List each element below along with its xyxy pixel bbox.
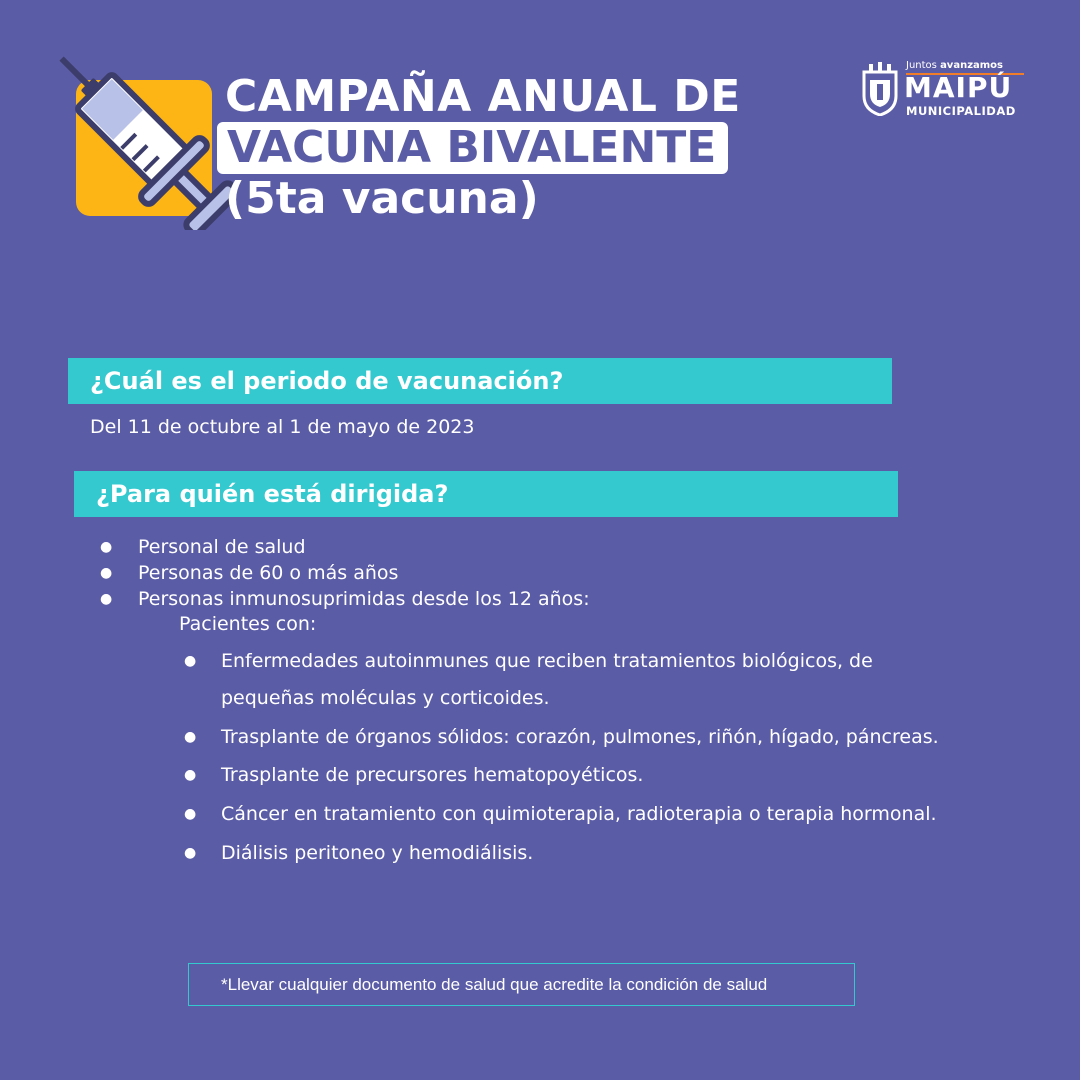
logo-subtitle: MUNICIPALIDAD bbox=[906, 104, 1016, 118]
logo-tagline: Juntos avanzamos bbox=[906, 60, 1004, 71]
target-heading: ¿Para quién está dirigida? bbox=[74, 471, 898, 517]
title-line-1: CAMPAÑA ANUAL DE bbox=[225, 71, 741, 122]
bullet-icon: ● bbox=[184, 845, 197, 861]
syringe-icon bbox=[58, 54, 233, 230]
bullet-icon: ● bbox=[184, 653, 197, 669]
bullet-icon: ● bbox=[184, 729, 197, 745]
campaign-title bbox=[225, 72, 741, 224]
bullet-icon: ● bbox=[100, 565, 113, 581]
logo-name: MAIPÚ bbox=[904, 71, 1013, 104]
title-line-2: VACUNA BIVALENTE bbox=[217, 122, 728, 174]
maipu-logo bbox=[860, 60, 1030, 120]
period-heading: ¿Cuál es el periodo de vacunación? bbox=[68, 358, 892, 404]
patients-intro: Pacientes con: bbox=[179, 613, 317, 635]
bullet-icon: ● bbox=[184, 767, 197, 783]
period-text: Del 11 de octubre al 1 de mayo de 2023 bbox=[90, 416, 475, 438]
title-line-3: (5ta vacuna) bbox=[225, 173, 539, 224]
bullet-icon: ● bbox=[100, 539, 113, 555]
footer-note: *Llevar cualquier documento de salud que acredite la condición de salud bbox=[188, 963, 855, 1006]
bullet-icon: ● bbox=[184, 806, 197, 822]
bullet-icon: ● bbox=[100, 591, 113, 607]
municipal-shield-icon bbox=[860, 62, 900, 116]
